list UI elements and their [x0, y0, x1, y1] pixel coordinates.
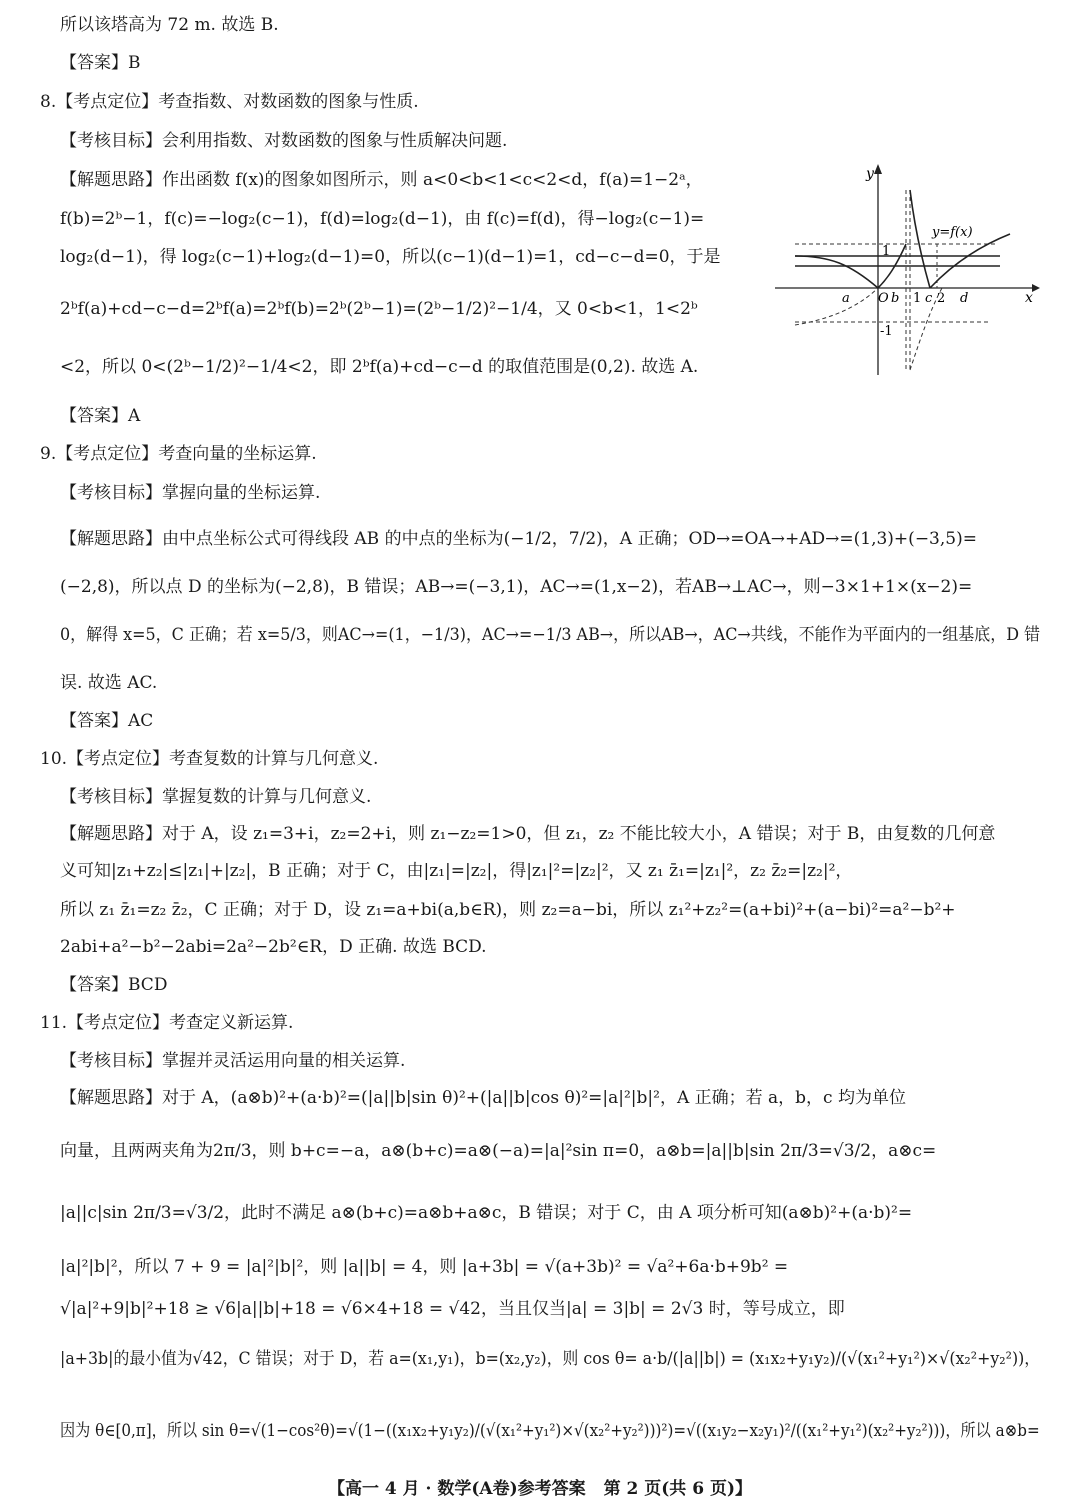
curve-log-right: [930, 234, 1010, 288]
text-line: |a|²|b|²，所以 7 + 9 = |a|²|b|²，则 |a||b| = 4，则 |a+3b| = √(a+3b)² = √a²+6a·b+9b² =: [60, 1257, 789, 1277]
function-graph: [770, 160, 1040, 380]
text-line: log₂(d−1)，得 log₂(c−1)+log₂(d−1)=0，所以(c−1)(d−1)=1，cd−c−d=0，于是: [60, 247, 721, 267]
curve-log-left: [910, 190, 930, 288]
text-line: 【答案】B: [60, 53, 141, 73]
label-origin: O: [878, 291, 889, 306]
text-line: 【考核目标】掌握复数的计算与几何意义.: [60, 787, 372, 807]
label-function: y=f(x): [932, 225, 973, 240]
text-line: 向量，且两两夹角为2π/3，则 b+c=−a，a⊗(b+c)=a⊗(−a)=|a|²sin π=0，a⊗b=|a||b|sin 2π/3=√3/2，a⊗c=: [60, 1141, 937, 1161]
text-line: 【答案】BCD: [60, 975, 168, 995]
question-heading: 8.【考点定位】考查指数、对数函数的图象与性质.: [40, 92, 419, 112]
text-line: 【解题思路】对于 A，设 z₁=3+i，z₂=2+i，则 z₁−z₂=1>0，但 z₁，z₂ 不能比较大小，A 错误；对于 B，由复数的几何意: [60, 824, 996, 844]
label-y: y: [866, 166, 874, 182]
label-a: a: [842, 291, 850, 306]
text-line: |a||c|sin 2π/3=√3/2，此时不满足 a⊗(b+c)=a⊗b+a⊗c，B 错误；对于 C，由 A 项分析可知(a⊗b)²+(a·b)²=: [60, 1203, 913, 1223]
footer-title: 【高一 4 月 · 数学(A卷)参考答案: [327, 1479, 586, 1499]
text-line: 2ᵇf(a)+cd−c−d=2ᵇf(a)=2ᵇf(b)=2ᵇ(2ᵇ−1)=(2ᵇ−1/2)²−1/4，又 0<b<1，1<2ᵇ: [60, 299, 698, 319]
text-line: <2，所以 0<(2ᵇ−1/2)²−1/4<2，即 2ᵇf(a)+cd−c−d 的取值范围是(0,2). 故选 A.: [60, 357, 699, 377]
text-line: √|a|²+9|b|²+18 ≥ √6|a||b|+18 = √6×4+18 = √42，当且仅当|a| = 3|b| = 2√3 时，等号成立，即: [60, 1299, 845, 1319]
label-one-x: 1: [913, 291, 922, 306]
page-footer: [0, 1474, 1080, 1499]
question-heading: 9.【考点定位】考查向量的坐标运算.: [40, 444, 317, 464]
label-c: c: [925, 291, 933, 306]
label-two: 2: [937, 291, 946, 306]
text-line: 因为 θ∈[0,π]，所以 sin θ=√(1−cos²θ)=√(1−((x₁x₂+y₁y₂)/(√(x₁²+y₁²)×√(x₂²+y₂²)))²)=√((x₁y₂−x₂y₁)²/((x₁²+y₁²)(x₂²+y₂²)))，所以 a⊗b=: [60, 1421, 1040, 1441]
text-line: 【解题思路】作出函数 f(x)的图象如图所示，则 a<0<b<1<c<2<d，f(a)=1−2ᵃ，: [60, 170, 703, 190]
text-line: 【答案】A: [60, 406, 141, 426]
text-line: 【考核目标】会利用指数、对数函数的图象与性质解决问题.: [60, 131, 508, 151]
curve-left: [795, 256, 878, 288]
question-heading: 11.【考点定位】考查定义新运算.: [40, 1013, 294, 1033]
label-x: x: [1025, 290, 1033, 306]
text-line: 2abi+a²−b²−2abi=2a²−2b²∈R，D 正确. 故选 BCD.: [60, 937, 487, 957]
footer-page-number: 第 2 页(共 6 页)】: [603, 1479, 753, 1499]
text-line: |a+3b|的最小值为√42，C 错误；对于 D，若 a=(x₁,y₁)，b=(x₂,y₂)，则 cos θ= a·b/(|a||b|) = (x₁x₂+y₁y₂)/(√(x₁²+y₁²)×√(x₂²+y₂²))，: [60, 1349, 1041, 1369]
text-line: 0，解得 x=5，C 正确；若 x=5/3，则AC→=(1，−1/3)，AC→=−1/3 AB→，所以AB→，AC→共线，不能作为平面内的一组基底，D 错: [60, 625, 1041, 645]
text-line: 【考核目标】掌握并灵活运用向量的相关运算.: [60, 1051, 406, 1071]
text-line: 误. 故选 AC.: [60, 673, 158, 693]
question-heading: 10.【考点定位】考查复数的计算与几何意义.: [40, 749, 379, 769]
label-one-y: 1: [882, 244, 891, 259]
y-arrow: [874, 164, 882, 174]
text-line: 【考核目标】掌握向量的坐标运算.: [60, 483, 321, 503]
dashed-curve: [795, 288, 878, 325]
x-arrow: [1032, 284, 1040, 292]
label-d: d: [960, 291, 969, 306]
label-b: b: [891, 291, 900, 306]
text-line: 【解题思路】对于 A，(a⊗b)²+(a·b)²=(|a||b|sin θ)²+(|a||b|cos θ)²=|a|²|b|²，A 正确；若 a，b，c 均为单位: [60, 1088, 906, 1108]
text-line: 义可知|z₁+z₂|≤|z₁|+|z₂|，B 正确；对于 C，由|z₁|=|z₂|，得|z₁|²=|z₂|²，又 z₁ z̄₁=|z₁|²，z₂ z̄₂=|z₂|²，: [60, 861, 853, 881]
text-line: f(b)=2ᵇ−1，f(c)=−log₂(c−1)，f(d)=log₂(d−1)，由 f(c)=f(d)，得−log₂(c−1)=: [60, 209, 705, 229]
text-line: 所以 z₁ z̄₁=z₂ z̄₂，C 正确；对于 D，设 z₁=a+bi(a,b∈R)，则 z₂=a−bi，所以 z₁²+z₂²=(a+bi)²+(a−bi)²=a²−b²+: [60, 900, 956, 920]
label-neg-one: -1: [880, 324, 893, 339]
text-line: (−2,8)，所以点 D 的坐标为(−2,8)，B 错误；AB→=(−3,1)，AC→=(1,x−2)，若AB→⊥AC→，则−3×1+1×(x−2)=: [60, 577, 973, 597]
text-line: 【解题思路】由中点坐标公式可得线段 AB 的中点的坐标为(−1/2，7/2)，A 正确；OD→=OA→+AD→=(1,3)+(−3,5)=: [60, 529, 977, 549]
text-line: 所以该塔高为 72 m. 故选 B.: [60, 15, 279, 35]
text-line: 【答案】AC: [60, 711, 154, 731]
